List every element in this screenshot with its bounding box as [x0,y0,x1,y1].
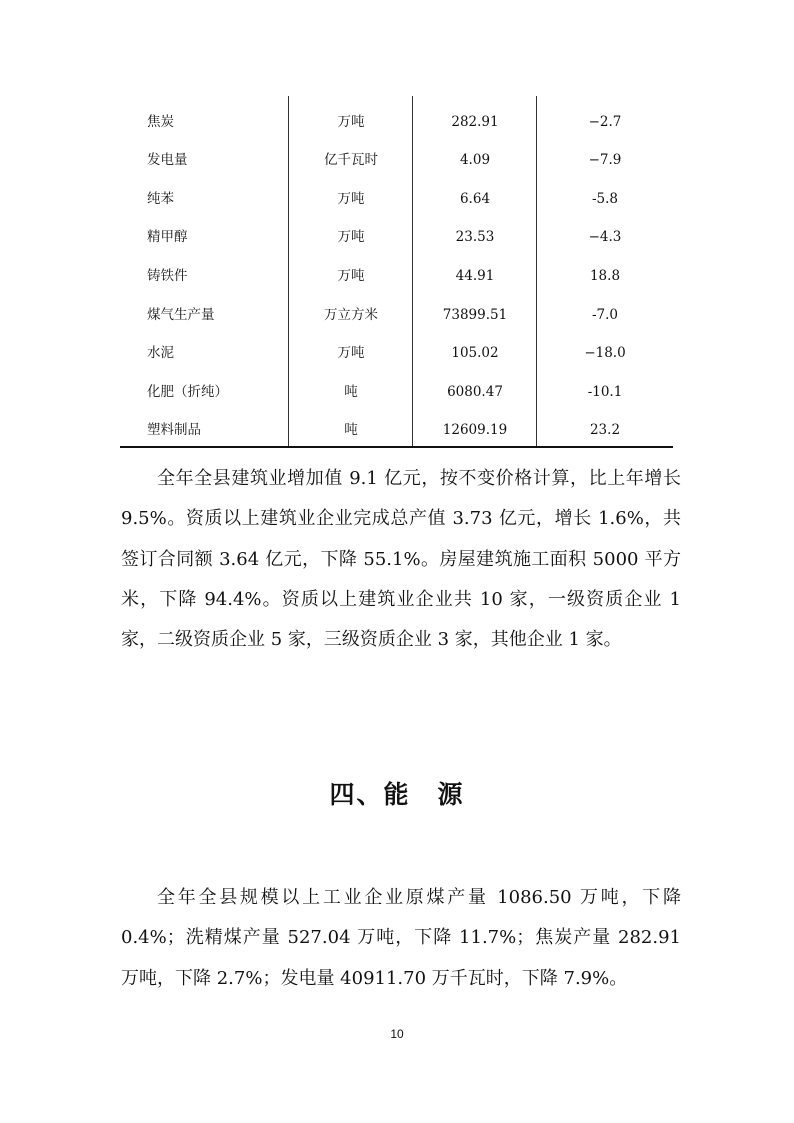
product-output: 12609.19 [442,422,508,438]
table-row [120,257,673,295]
growth-rate: -7.0 [591,307,619,323]
product-output: 4.09 [459,152,491,168]
growth-rate: 23.2 [589,422,621,438]
growth-rate: −18.0 [584,345,626,361]
table-row [120,334,673,372]
product-unit: 万吨 [337,229,365,245]
product-name: 水泥 [147,345,174,361]
table-row [120,296,673,334]
product-unit: 吨 [344,422,358,438]
product-name: 煤气生产量 [147,307,215,323]
product-output: 6080.47 [447,384,503,400]
product-name: 焦炭 [147,114,174,130]
energy-paragraph: 全年全县规模以上工业企业原煤产量 1086.50 万吨，下降 0.4%；洗精煤产量 527.04 万吨，下降 11.7%；焦炭产量 282.91 万吨，下降 2.7%；发电量 40911.70 万千瓦时，下降 7.9%。 [121,887,681,989]
product-unit: 万吨 [337,268,365,284]
product-unit: 万立方米 [324,307,378,323]
growth-rate: −4.3 [588,229,622,245]
growth-rate: −7.9 [588,152,622,168]
growth-rate: 18.8 [589,268,621,284]
product-name: 化肥（折纯） [147,384,228,400]
table-row [120,103,673,141]
growth-rate: -5.8 [591,191,619,207]
page-number: 10 [390,1027,404,1041]
product-name: 纯苯 [147,191,174,207]
table-row [120,180,673,218]
product-name: 塑料制品 [147,422,201,438]
product-output: 6.64 [459,191,491,207]
growth-rate: -10.1 [587,384,623,400]
product-output: 44.91 [455,268,495,284]
product-unit: 万吨 [337,114,365,130]
product-unit: 吨 [344,384,358,400]
section-title: 四、能 源 [329,780,465,809]
product-unit: 万吨 [337,345,365,361]
product-output: 73899.51 [442,307,508,323]
product-name: 精甲醇 [147,229,188,245]
product-name: 铸铁件 [147,268,188,284]
table-row [120,411,673,449]
table-row [120,373,673,411]
product-output-table [120,96,673,448]
product-unit: 万吨 [337,191,365,207]
growth-rate: −2.7 [588,114,622,130]
product-unit: 亿千瓦时 [324,152,378,168]
product-output: 23.53 [455,229,495,245]
construction-paragraph: 全年全县建筑业增加值 9.1 亿元，按不变价格计算，比上年增长 9.5%。资质以上建筑业企业完成总产值 3.73 亿元，增长 1.6%，共签订合同额 3.64 亿元，下降 55.1%。房屋建筑施工面积 5000 平方米，下降 94.4%。资质以上建筑业企业共 10 家，一级资质企业 1 家，二级资质企业 5 家，三级资质企业 3 家，其他企业 1 家。 [121,468,681,651]
product-output: 282.91 [451,114,499,130]
table-row [120,218,673,256]
product-output: 105.02 [451,345,499,361]
table-row [120,141,673,179]
product-name: 发电量 [147,152,188,168]
